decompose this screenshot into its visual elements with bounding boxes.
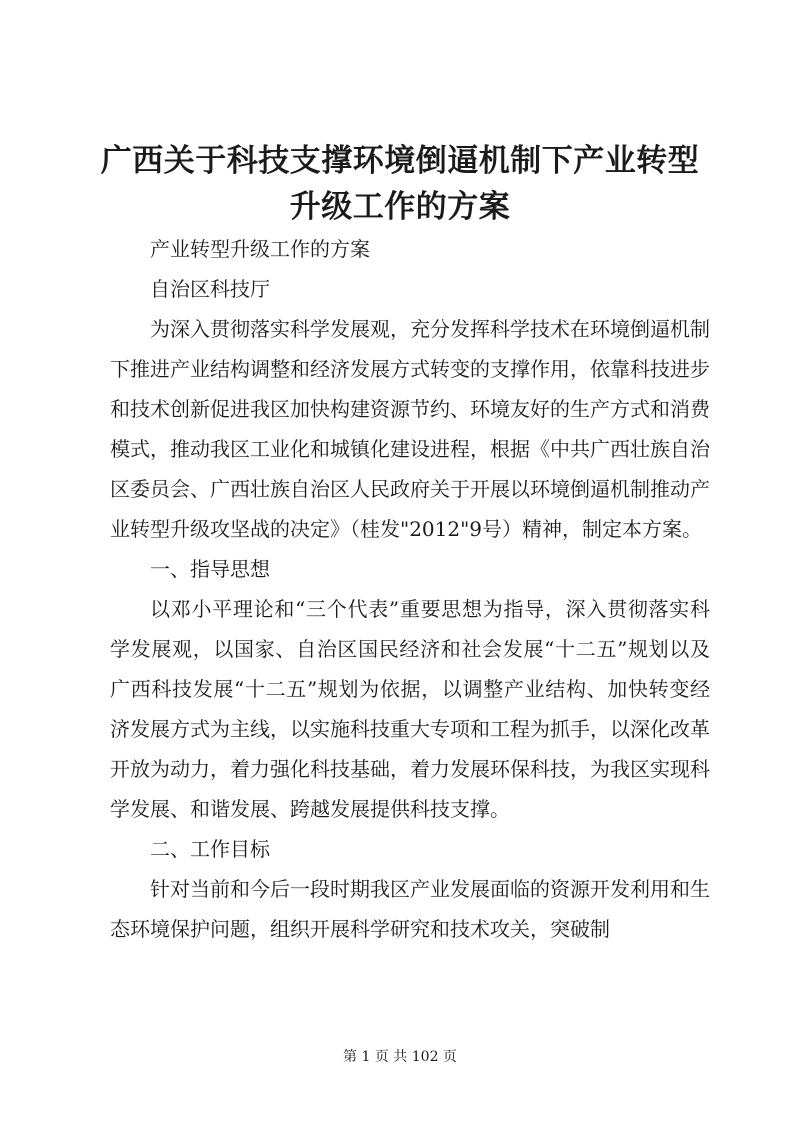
subtitle-paragraph: 产业转型升级工作的方案	[150, 237, 370, 261]
document-title: 广西关于科技支撑环境倒逼机制下产业转型升级工作的方案	[100, 143, 700, 225]
intro-paragraph: 为深入贯彻落实科学发展观，充分发挥科学技术在环境倒逼机制下推进产业结构调整和经济发展方式转变的支撑作用，依靠科技进步和技术创新促进我区加快构建资源节约、环境友好的生产方式和消费模式，推动我区工业化和城镇化建设进程，根据《中共广西壮族自治区委员会、广西壮族自治区人民政府关于开展以环境倒逼机制推动产业转型升级攻坚战的决定》（桂发"2012"9号）精神，制定本方案。	[110, 317, 710, 541]
work-goals-paragraph: 针对当前和今后一段时期我区产业发展面临的资源开发利用和生态环境保护问题，组织开展科学研究和技术攻关，突破制	[110, 877, 710, 941]
section-heading-guiding-ideology: 一、指导思想	[150, 557, 270, 581]
guiding-ideology-paragraph: 以邓小平理论和“三个代表”重要思想为指导，深入贯彻落实科学发展观，以国家、自治区国民经济和社会发展“十二五”规划以及广西科技发展“十二五”规划为依据，以调整产业结构、加快转变经济发展方式为主线，以实施科技重大专项和工程为抓手，以深化改革开放为动力，着力强化科技基础，着力发展环保科技，为我区实现科学发展、和谐发展、跨越发展提供科技支撑。	[110, 597, 710, 821]
page-number-footer: 第 1 页 共 102 页	[343, 1049, 457, 1065]
document-body	[110, 229, 710, 949]
issuer-paragraph: 自治区科技厅	[150, 277, 270, 301]
section-heading-work-goals: 二、工作目标	[150, 837, 270, 861]
